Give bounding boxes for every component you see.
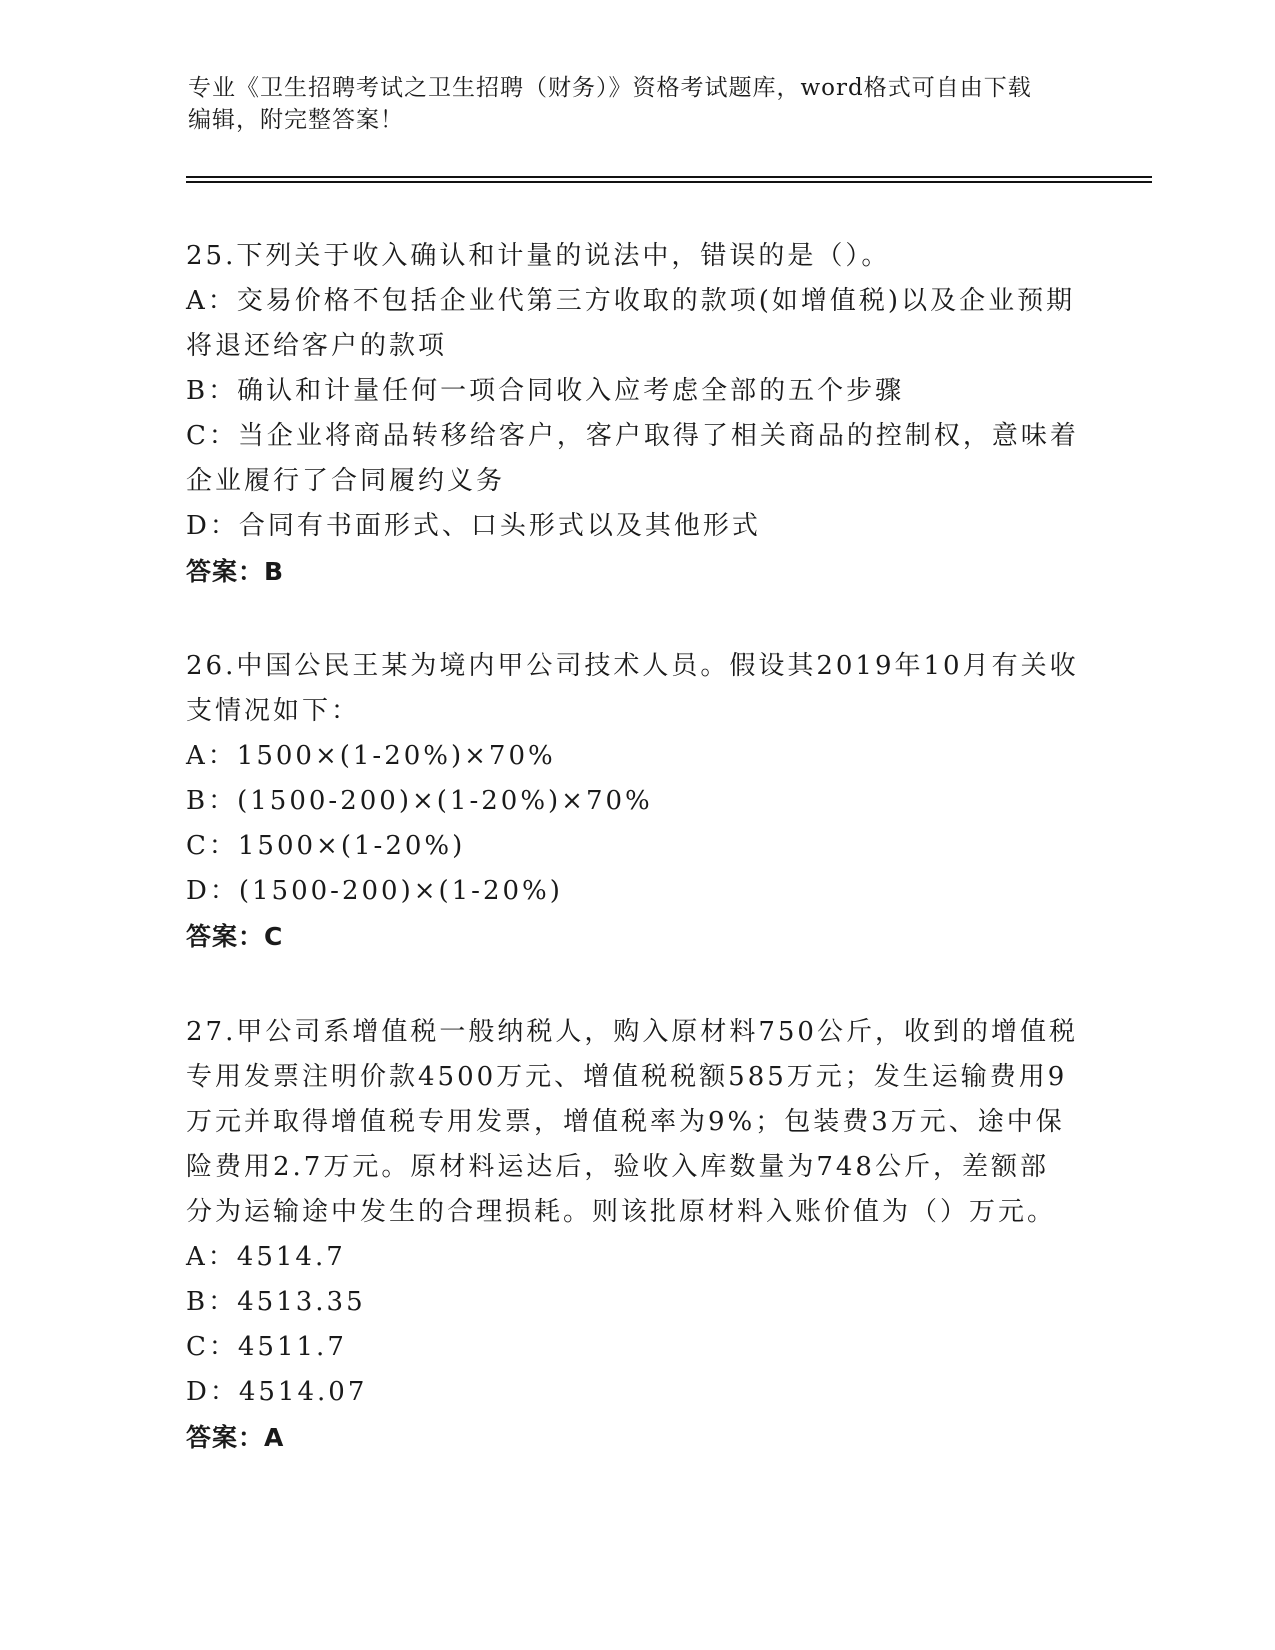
header-line-2: 编辑，附完整答案！ xyxy=(188,107,404,133)
option-b-line: B：确认和计量任何一项合同收入应考虑全部的五个步骤 xyxy=(186,376,905,406)
option-b-line: B：4513.35 xyxy=(186,1287,366,1317)
question-26 xyxy=(186,644,1086,959)
option-d-line: D：4514.07 xyxy=(186,1377,368,1407)
option-c-line: C：当企业将商品转移给客户，客户取得了相关商品的控制权，意味着 xyxy=(186,421,1079,451)
question-stem-line: 27.甲公司系增值税一般纳税人，购入原材料750公斤，收到的增值税 xyxy=(186,1017,1078,1047)
option-d-line: D：合同有书面形式、口头形式以及其他形式 xyxy=(186,511,761,541)
header-rule-top xyxy=(186,176,1152,178)
question-stem-line: 万元并取得增值税专用发票，增值税率为9%；包装费3万元、途中保 xyxy=(186,1107,1065,1137)
question-27 xyxy=(186,1010,1086,1460)
header-line-1: 专业《卫生招聘考试之卫生招聘（财务）》资格考试题库，word格式可自由下载 xyxy=(188,75,1032,101)
question-stem-line: 分为运输途中发生的合理损耗。则该批原材料入账价值为（）万元。 xyxy=(186,1197,1057,1227)
option-b-line: B：(1500-200)×(1-20%)×70% xyxy=(186,786,653,816)
header-rule-bottom xyxy=(186,181,1152,183)
question-stem-line: 26.中国公民王某为境内甲公司技术人员。假设其2019年10月有关收 xyxy=(186,651,1079,681)
question-stem-line: 险费用2.7万元。原材料运达后，验收入库数量为748公斤，差额部 xyxy=(186,1152,1049,1182)
option-a-line: 将退还给客户的款项 xyxy=(186,331,448,361)
question-stem-line: 支情况如下： xyxy=(186,696,361,726)
document-header xyxy=(188,72,1068,136)
option-a-line: A：4514.7 xyxy=(186,1242,346,1272)
question-stem-line: 25.下列关于收入确认和计量的说法中，错误的是（）。 xyxy=(186,241,891,271)
answer-label: 答案：A xyxy=(186,1423,285,1452)
question-stem-line: 专用发票注明价款4500万元、增值税税额585万元；发生运输费用9 xyxy=(186,1062,1068,1092)
option-c-line: C：4511.7 xyxy=(186,1332,347,1362)
option-a-line: A：1500×(1-20%)×70% xyxy=(186,741,556,771)
answer-label: 答案：C xyxy=(186,922,284,951)
option-c-line: 企业履行了合同履约义务 xyxy=(186,466,506,496)
answer-label: 答案：B xyxy=(186,557,285,586)
option-c-line: C：1500×(1-20%) xyxy=(186,831,466,861)
option-a-line: A：交易价格不包括企业代第三方收取的款项(如增值税)以及企业预期 xyxy=(186,286,1076,316)
question-25 xyxy=(186,234,1086,594)
option-d-line: D：(1500-200)×(1-20%) xyxy=(186,876,563,906)
